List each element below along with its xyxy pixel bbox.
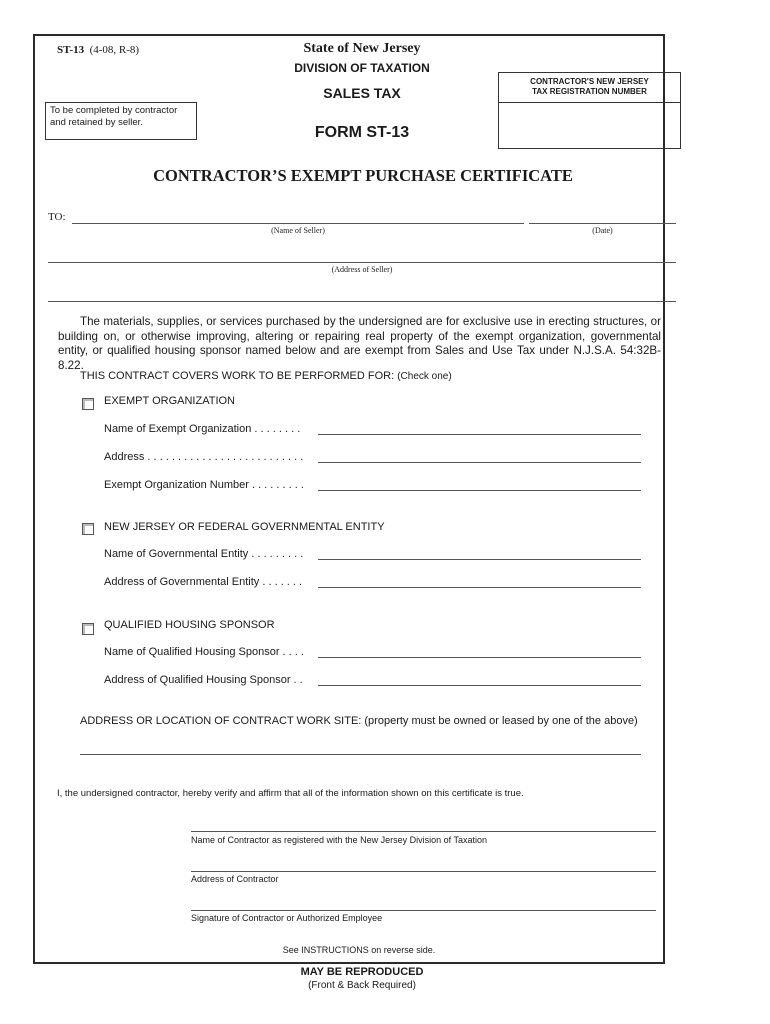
form-name: FORM ST-13: [314, 124, 410, 141]
registration-label-line1: CONTRACTOR'S NEW JERSEY: [530, 77, 649, 86]
covers-hint: (Check one): [397, 371, 452, 382]
exempt-org-address-field[interactable]: [318, 462, 641, 463]
state-name: State of New Jersey: [303, 41, 421, 56]
tax-type: SALES TAX: [323, 85, 401, 101]
instructions-note: See INSTRUCTIONS on reverse side.: [282, 945, 436, 955]
work-site-field[interactable]: [80, 754, 641, 755]
to-label: TO:: [48, 211, 66, 223]
retain-note-line2: and retained by seller.: [50, 117, 143, 128]
date-field[interactable]: [529, 223, 676, 224]
signature-field[interactable]: [191, 910, 656, 911]
exempt-org-address-label: Address . . . . . . . . . . . . . . . . . . . . . . . . . .: [104, 451, 304, 463]
contractor-name-caption: Name of Contractor as registered with the New Jersey Division of Taxation: [191, 835, 487, 845]
seller-address-field[interactable]: [48, 262, 676, 263]
registration-number-input[interactable]: [499, 103, 680, 146]
registration-label-line2: TAX REGISTRATION NUMBER: [532, 87, 647, 96]
gov-entity-name-field[interactable]: [318, 559, 641, 560]
gov-entity-label: NEW JERSEY OR FEDERAL GOVERNMENTAL ENTITY: [104, 521, 385, 533]
contractor-address-field[interactable]: [191, 871, 656, 872]
registration-label: [499, 73, 680, 103]
signature-caption: Signature of Contractor or Authorized Employee: [191, 913, 383, 923]
housing-sponsor-address-label: Address of Qualified Housing Sponsor . .: [104, 674, 303, 686]
exempt-org-label: EXEMPT ORGANIZATION: [104, 395, 235, 407]
registration-number-box: [498, 72, 681, 149]
exempt-org-number-label: Exempt Organization Number . . . . . . . . .: [104, 479, 304, 491]
housing-sponsor-label: QUALIFIED HOUSING SPONSOR: [104, 619, 275, 631]
division-name: DIVISION OF TAXATION: [294, 61, 430, 75]
covers-heading-text: THIS CONTRACT COVERS WORK TO BE PERFORMED FOR:: [80, 370, 395, 382]
work-site-label: ADDRESS OR LOCATION OF CONTRACT WORK SITE: (property must be owned or leased by one of the above): [80, 715, 638, 727]
gov-entity-name-label: Name of Governmental Entity . . . . . . . . .: [104, 548, 304, 560]
gov-entity-address-label: Address of Governmental Entity . . . . . . .: [104, 576, 303, 588]
exempt-org-checkbox[interactable]: [82, 398, 94, 410]
form-id-code: ST-13: [57, 44, 85, 56]
front-back-note: (Front & Back Required): [308, 980, 416, 991]
housing-sponsor-name-label: Name of Qualified Housing Sponsor . . . .: [104, 646, 304, 658]
date-caption: (Date): [592, 226, 613, 235]
certificate-title: CONTRACTOR’S EXEMPT PURCHASE CERTIFICATE: [153, 166, 573, 185]
housing-sponsor-name-field[interactable]: [318, 657, 641, 658]
seller-address-caption: (Address of Seller): [331, 265, 393, 274]
exempt-org-name-field[interactable]: [318, 434, 641, 435]
contractor-address-caption: Address of Contractor: [191, 874, 279, 884]
contractor-name-field[interactable]: [191, 831, 656, 832]
form-id: [57, 44, 139, 56]
gov-entity-address-field[interactable]: [318, 587, 641, 588]
seller-name-caption: (Name of Seller): [271, 226, 325, 235]
affirmation-text: I, the undersigned contractor, hereby verify and affirm that all of the information shown on this certificate is true.: [57, 788, 524, 799]
seller-name-field[interactable]: [72, 223, 524, 224]
exempt-org-name-label: Name of Exempt Organization . . . . . . . .: [104, 423, 301, 435]
retain-note-box: [45, 102, 197, 140]
exemption-statement: The materials, supplies, or services purchased by the undersigned are for exclusive use in erecting structures, or building on, or otherwise improving, altering or repairing real property of the exempt organization, governmental entity, or qualified housing sponsor named below and are exempt from Sales and Use Tax under N.J.S.A. 54:32B-8.22.: [58, 315, 661, 372]
housing-sponsor-checkbox[interactable]: [82, 623, 94, 635]
retain-note-line1: To be completed by contractor: [50, 105, 178, 116]
covers-heading: [80, 370, 452, 382]
seller-address-field-2[interactable]: [48, 301, 676, 302]
housing-sponsor-address-field[interactable]: [318, 685, 641, 686]
reproduce-note: MAY BE REPRODUCED: [300, 966, 424, 978]
gov-entity-checkbox[interactable]: [82, 523, 94, 535]
exempt-org-number-field[interactable]: [318, 490, 641, 491]
form-version: (4-08, R-8): [89, 44, 140, 56]
